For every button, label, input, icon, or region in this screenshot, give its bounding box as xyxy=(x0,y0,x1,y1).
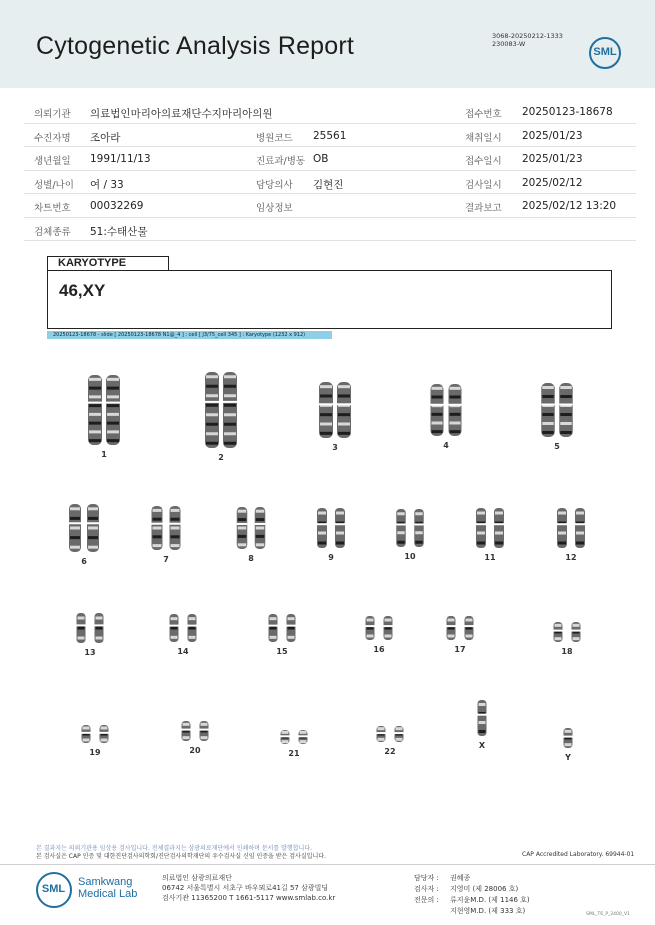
chromosome-label: 6 xyxy=(81,557,87,566)
footer-note-2: 본 검사실은 CAP 인증 및 대한진단검사의학회/진단검사의학재단의 우수검사실 신임 인증을 받은 검사실입니다. xyxy=(36,853,326,860)
info-value: 20250123-18678 xyxy=(522,106,613,118)
info-label: 검사일시 xyxy=(465,179,502,191)
staff-entry: 지현영M.D. (제 333 호) xyxy=(450,907,526,915)
sml-brand-logo-icon: SML xyxy=(36,872,72,908)
staff-entry: 전문의 : 류지윤M.D. (제 1146 호) xyxy=(414,896,530,904)
karyotype-result: 46,XY xyxy=(59,281,106,300)
chromosome-pair-20 xyxy=(182,721,209,741)
chromosome-pair-X xyxy=(478,700,487,736)
chromosome-label: Y xyxy=(565,753,571,762)
info-label: 접수일시 xyxy=(465,156,502,167)
info-value: 2025/02/12 13:20 xyxy=(522,200,617,212)
chromosome-pair-9 xyxy=(317,508,345,548)
info-label: 결과보고 xyxy=(465,203,502,214)
chromosome-pair-11 xyxy=(476,508,504,548)
chromosome-pair-19 xyxy=(82,725,109,743)
staff-list xyxy=(414,873,530,917)
slide-info-bar: 20250123-18678 - slide [ 20250123-18678 N1@_4 ] : cell [ J3/75_cell 345 ] : Karyotype (1232 x 912) xyxy=(47,331,332,339)
staff-entry: 담당자 : 권혜종 xyxy=(414,874,471,882)
info-label: 검체종류 xyxy=(34,226,71,238)
chromosome-pair-13 xyxy=(77,613,104,643)
chromosome-label: 1 xyxy=(101,450,107,459)
info-label: 병원코드 xyxy=(256,132,293,144)
info-label: 차트번호 xyxy=(34,203,71,214)
chromosome-label: 7 xyxy=(163,555,169,564)
chromosome-pair-2 xyxy=(205,372,237,448)
chromosome-label: X xyxy=(478,741,486,750)
info-label: 생년월일 xyxy=(34,156,71,167)
info-label: 담당의사 xyxy=(256,179,293,191)
chromosome-pair-18 xyxy=(554,622,581,642)
chromosome-label: 14 xyxy=(177,647,189,656)
chromosome-label: 15 xyxy=(276,647,288,656)
chromosome-label: 19 xyxy=(89,748,101,757)
info-label: 채취일시 xyxy=(465,132,502,144)
chromosome-pair-14 xyxy=(170,614,197,642)
cap-accreditation: CAP Accredited Laboratory. 69944-01 xyxy=(522,851,635,858)
chromosome-label: 11 xyxy=(484,553,496,562)
chromosome-label: 2 xyxy=(218,453,224,462)
info-value: 1991/11/13 xyxy=(90,153,151,165)
chromosome-label: 22 xyxy=(384,747,396,756)
chromosome-label: 18 xyxy=(561,647,573,656)
chromosome-pair-7 xyxy=(152,506,181,550)
info-value: OB xyxy=(313,153,329,165)
chromosome-pair-16 xyxy=(366,616,393,640)
staff-entry: 검사자 : 지영미 (제 28006 호) xyxy=(414,885,519,893)
chromosome-label: 10 xyxy=(404,552,416,561)
chromosome-label: 16 xyxy=(373,645,385,654)
footer-divider xyxy=(0,864,655,865)
info-label: 의뢰기관 xyxy=(34,109,71,120)
info-label: 접수번호 xyxy=(465,109,502,120)
chromosome-pair-1 xyxy=(88,375,120,445)
info-label: 성별/나이 xyxy=(34,179,74,191)
chromosome-label: 3 xyxy=(332,443,338,452)
chromosome-pair-6 xyxy=(69,504,99,552)
info-value: 2025/01/23 xyxy=(522,153,583,165)
chromosome-pair-12 xyxy=(557,508,585,548)
chromosome-pair-21 xyxy=(281,730,308,744)
chromosome-pair-5 xyxy=(541,383,573,437)
info-value: 00032269 xyxy=(90,200,144,212)
info-value: 2025/02/12 xyxy=(522,176,583,189)
chromosome-pair-15 xyxy=(269,614,296,642)
info-value: 조아라 xyxy=(90,131,121,144)
document-id-2: 230083-W xyxy=(492,40,526,48)
chromosome-pair-4 xyxy=(431,384,462,436)
info-value: 25561 xyxy=(313,129,347,142)
chromosome-label: 17 xyxy=(454,645,466,654)
chromosome-label: 4 xyxy=(443,441,449,450)
info-value: 2025/01/23 xyxy=(522,129,583,142)
chromosome-label: 12 xyxy=(565,553,577,562)
chromosome-pair-3 xyxy=(319,382,351,438)
brand-name: Samkwang Medical Lab xyxy=(78,876,138,900)
footer-note-1: 본 결과지는 의뢰기관용 임상용 검사입니다. 전체결과지는 삼광의료재단에서 인쇄하며 문서를 발행합니다. xyxy=(36,845,313,852)
chromosome-label: 13 xyxy=(84,648,96,657)
chromosome-pair-10 xyxy=(396,509,424,547)
report-title: Cytogenetic Analysis Report xyxy=(36,32,355,60)
chromosome-pair-22 xyxy=(377,726,404,742)
form-number: SML_T6_P_2400_V1 xyxy=(586,912,630,917)
chromosome-pair-Y xyxy=(564,728,573,748)
sml-logo-icon: SML xyxy=(589,37,621,69)
info-label: 임상정보 xyxy=(256,203,293,214)
info-label: 진료과/병동 xyxy=(256,156,306,167)
info-value: 김현진 xyxy=(313,178,344,191)
chromosome-pair-17 xyxy=(447,616,474,640)
karyotype-tab-label: KARYOTYPE xyxy=(47,256,169,271)
info-value: 여 / 33 xyxy=(90,178,124,191)
chromosome-label: 9 xyxy=(328,553,334,562)
info-label: 수진자명 xyxy=(34,132,71,144)
document-id-1: 3068-20250212-1333 xyxy=(492,32,563,40)
info-value: 의료법인마리아의료재단수지마리아의원 xyxy=(90,108,273,120)
chromosome-label: 8 xyxy=(248,554,254,563)
info-value: 51:수태산물 xyxy=(90,225,148,238)
chromosome-label: 20 xyxy=(189,746,201,755)
organization-info: 의료법인 삼광의료재단 06742 서울특별시 서초구 바우뫼로41길 57 삼광빌딩 검사기관 11365200 T 1661-5117 www.smlab.co.kr xyxy=(162,874,336,902)
chromosome-label: 5 xyxy=(554,442,560,451)
chromosome-pair-8 xyxy=(237,507,266,549)
chromosome-label: 21 xyxy=(288,749,300,758)
